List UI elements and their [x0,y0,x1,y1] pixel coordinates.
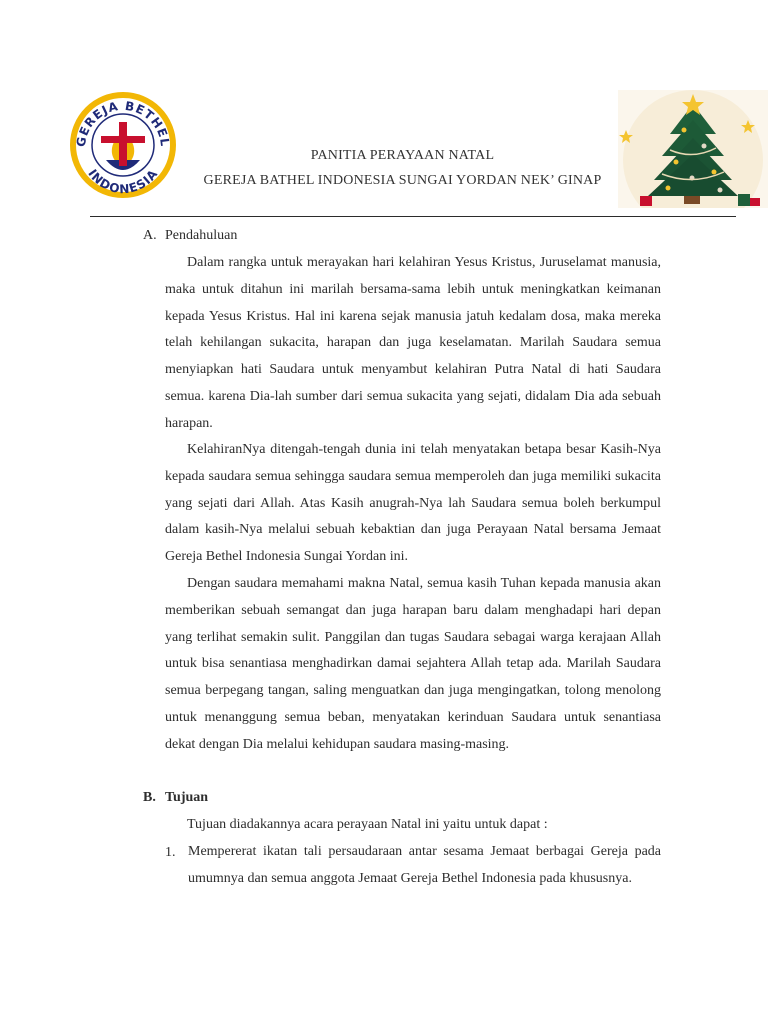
logo-text-top: GEREJA BETHEL [73,98,173,148]
header-church-name: GEREJA BATHEL INDONESIA SUNGAI YORDAN NEK’ GINAP [203,173,602,188]
section-a-paragraph-1: Dalam rangka untuk merayakan hari kelahiran Yesus Kristus, Juruselamat manusia, maka untuk ditahun ini marilah bersama-sama lebih untuk meningkatkan keimanan kepada Yesus Kristus. Hal ini karena sejak manusia jatuh kedalam dosa, maka mereka telah kehilangan sukacita, harapan dan juga keselamatan. Marilah Saudara semua menyiapkan hati Saudara untuk menyambut kelahiran Putra Natal di hati Saudara semua. karena Dia-lah sumber dari semua sukacita yang sejati, didalam Dia ada sebuah harapan. [165,255,661,431]
list-number: 1. [165,845,176,860]
section-b-heading [143,790,208,806]
section-a-letter: A. [143,228,157,243]
section-b-letter: B. [143,790,156,805]
header-divider [90,216,736,217]
logo-text-bottom: INDONESIA [85,166,161,197]
section-a-paragraph-2: KelahiranNya ditengah-tengah dunia ini telah menyatakan betapa besar Kasih-Nya kepada saudara semua sehingga saudara semua memperoleh dan juga memiliki sukacita yang sejati dari Allah. Atas Kasih anugrah-Nya lah Saudara semua boleh berkumpul dalam kasih-Nya melalui sebuah kebaktian dan juga Perayaan Natal bersama Jemaat Gereja Bethel Indonesia Sungai Yordan ini. [165,442,661,565]
gift-icon [640,196,652,206]
list-item: Mempererat ikatan tali persaudaraan antar sesama Jemaat berbagai Gereja pada umumnya dan semua anggota Jemaat Gereja Bethel Indonesia pada khususnya. [188,844,661,886]
section-b-intro: Tujuan diadakannya acara perayaan Natal ini yaitu untuk dapat : [187,817,548,832]
section-a-heading [143,228,237,244]
header-committee-title: PANITIA PERAYAAN NATAL [310,148,495,163]
section-b-title: Tujuan [165,790,209,805]
cross-icon [119,122,127,166]
section-a-paragraph-3: Dengan saudara memahami makna Natal, semua kasih Tuhan kepada manusia akan memberikan sebuah semangat dan juga harapan baru dalam menghadapi hari depan yang terlihat semakin sulit. Panggilan dan tugas Saudara sebagai warga kerajaan Allah untuk bisa senantiasa menghadirkan damai sejahtera Allah tetap ada. Marilah Saudara semua berpegang tangan, saling menguatkan dan juga mengingatkan, tolong menolong untuk menanggung semua beban, menyatakan kerinduan Saudara untuk senantiasa dekat dengan Dia melalui kehidupan saudara masing-masing. [165,576,661,752]
section-a-title: Pendahuluan [165,228,238,243]
